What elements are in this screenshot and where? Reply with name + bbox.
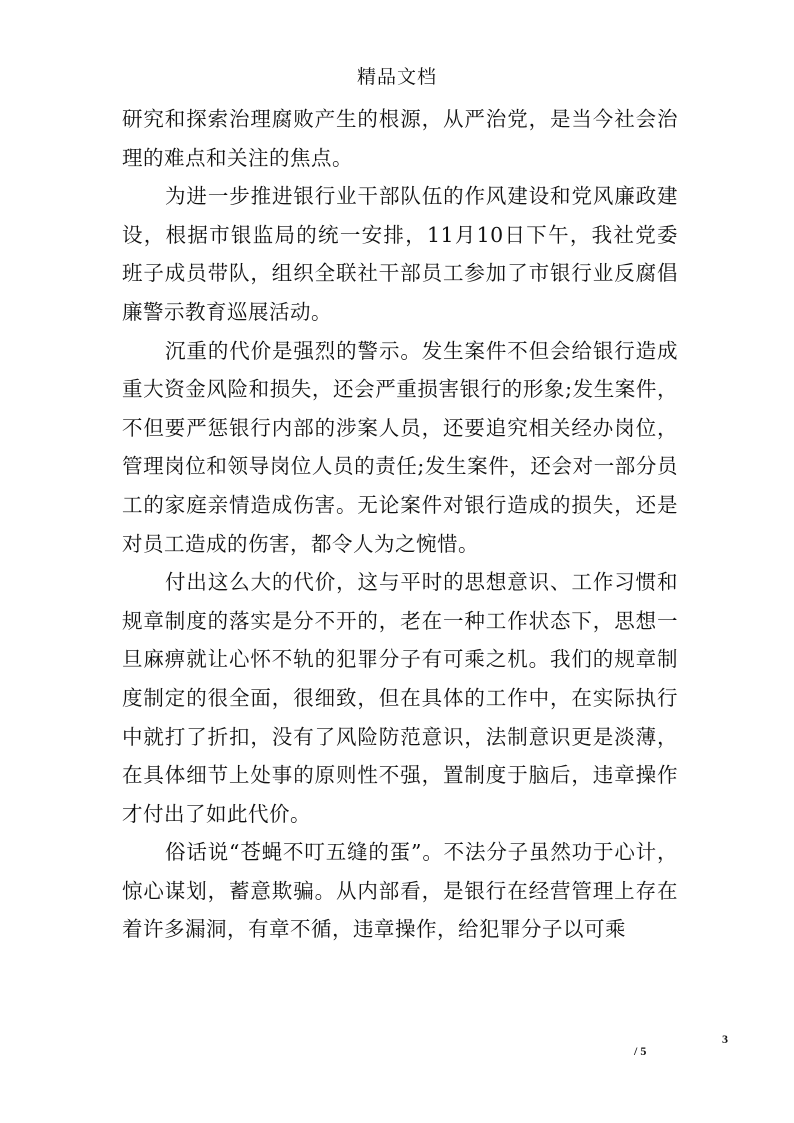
document-body: [122, 100, 678, 949]
paragraph-3: 沉重的代价是强烈的警示。发生案件不但会给银行造成重大资金风险和损失，还会严重损害银行的形象;发生案件，不但要严惩银行内部的涉案人员，还要追究相关经办岗位，管理岗位和领导岗位人员的责任;发生案件，还会对一部分员工的家庭亲情造成伤害。无论案件对银行造成的损失，还是对员工造成的伤害，都令人为之惋惜。: [122, 338, 678, 556]
paragraph-5: 俗话说“苍蝇不叮五缝的蛋”。不法分子虽然功于心计，惊心谋划，蓄意欺骗。从内部看，是银行在经营管理上存在着许多漏洞，有章不循，违章操作，给犯罪分子以可乘: [122, 840, 678, 942]
page-header: 精品文档: [356, 66, 437, 88]
paragraph-1: 研究和探索治理腐败产生的根源，从严治党，是当今社会治理的难点和关注的焦点。: [122, 107, 678, 170]
page-total: / 5: [634, 1044, 647, 1058]
page-number: 3: [722, 1032, 728, 1046]
paragraph-2: 为进一步推进银行业干部队伍的作风建设和党风廉政建设，根据市银监局的统一安排，11月10日下午，我社党委班子成员带队，组织全联社干部员工参加了市银行业反腐倡廉警示教育巡展活动。: [122, 184, 678, 324]
paragraph-4: 付出这么大的代价，这与平时的思想意识、工作习惯和规章制度的落实是分不开的，老在一种工作状态下，思想一旦麻痹就让心怀不轨的犯罪分子有可乘之机。我们的规章制度制定的很全面，很细致，但在具体的工作中，在实际执行中就打了折扣，没有了风险防范意识，法制意识更是淡薄，在具体细节上处事的原则性不强，置制度于脑后，违章操作才付出了如此代价。: [122, 570, 678, 826]
